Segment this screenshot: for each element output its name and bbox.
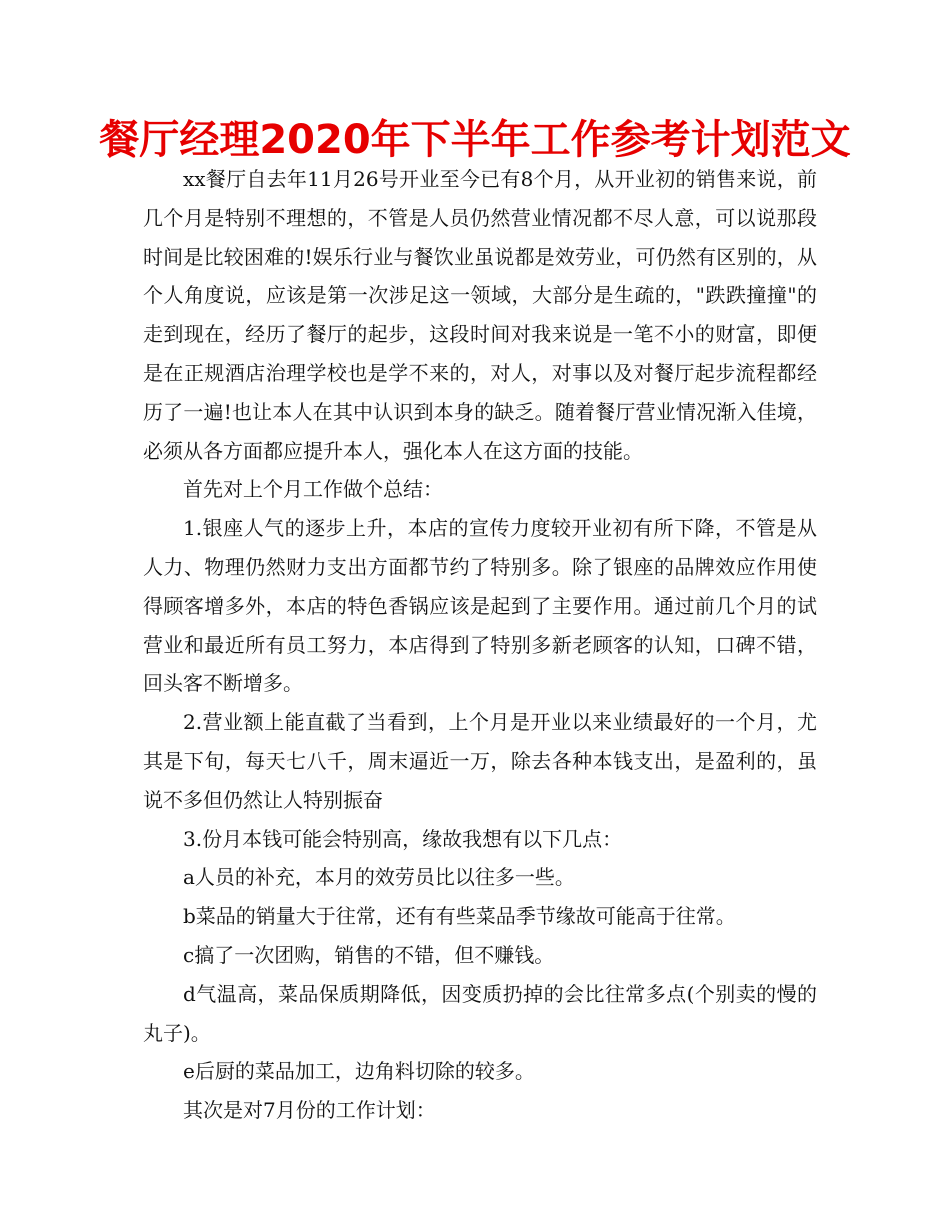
paragraph-reason-e: e后厨的菜品加工，边角料切除的较多。 [183, 1059, 535, 1084]
paragraph-point-1: 1.银座人气的逐步上升，本店的宣传力度较开业初有所下降，不管是从人力、物理仍然财力支出方面都节约了特别多。除了银座的品牌效应作用使得顾客增多外，本店的特色香锅应该是起到了主要作用。通过前几个月的试营业和最近所有员工努力，本店得到了特别多新老顾客的认知，口碑不错，回头客不断增多。 [143, 516, 817, 696]
paragraph-reason-d: d气温高，菜品保质期降低，因变质扔掉的会比往常多点(个别卖的慢的丸子)。 [143, 981, 817, 1045]
paragraph-point-3: 3.份月本钱可能会特别高，缘故我想有以下几点： [183, 826, 623, 851]
paragraph-intro: xx餐厅自去年11月26号开业至今已有8个月，从开业初的销售来说，前几个月是特别不理想的，不管是人员仍然营业情况都不尽人意，可以说那段时间是比较困难的!娱乐行业与餐饮业虽说都是效劳业，可仍然有区别的，从个人角度说，应该是第一次涉足这一领域，大部分是生疏的，"跌跌撞撞"的走到现在，经历了餐厅的起步，这段时间对我来说是一笔不小的财富，即便是在正规酒店治理学校也是学不来的，对人，对事以及对餐厅起步流程都经历了一遍!也让本人在其中认识到本身的缺乏。随着餐厅营业情况渐入佳境，必须从各方面都应提升本人，强化本人在这方面的技能。 [143, 167, 817, 463]
document-title: 餐厅经理2020年下半年工作参考计划范文 [99, 117, 851, 163]
document-body [143, 160, 817, 1130]
paragraph-reason-b: b菜品的销量大于往常，还有有些菜品季节缘故可能高于往常。 [183, 904, 736, 929]
paragraph-plan-heading: 其次是对7月份的工作计划： [183, 1098, 436, 1123]
paragraph-reason-c: c搞了一次团购，销售的不错，但不赚钱。 [183, 942, 555, 967]
paragraph-point-2: 2.营业额上能直截了当看到，上个月是开业以来业绩最好的一个月，尤其是下旬，每天七八千，周末逼近一万，除去各种本钱支出，是盈利的，虽说不多但仍然让人特别振奋 [143, 710, 817, 812]
paragraph-summary-heading: 首先对上个月工作做个总结： [183, 477, 443, 502]
paragraph-reason-a: a人员的补充，本月的效劳员比以往多一些。 [183, 865, 575, 890]
